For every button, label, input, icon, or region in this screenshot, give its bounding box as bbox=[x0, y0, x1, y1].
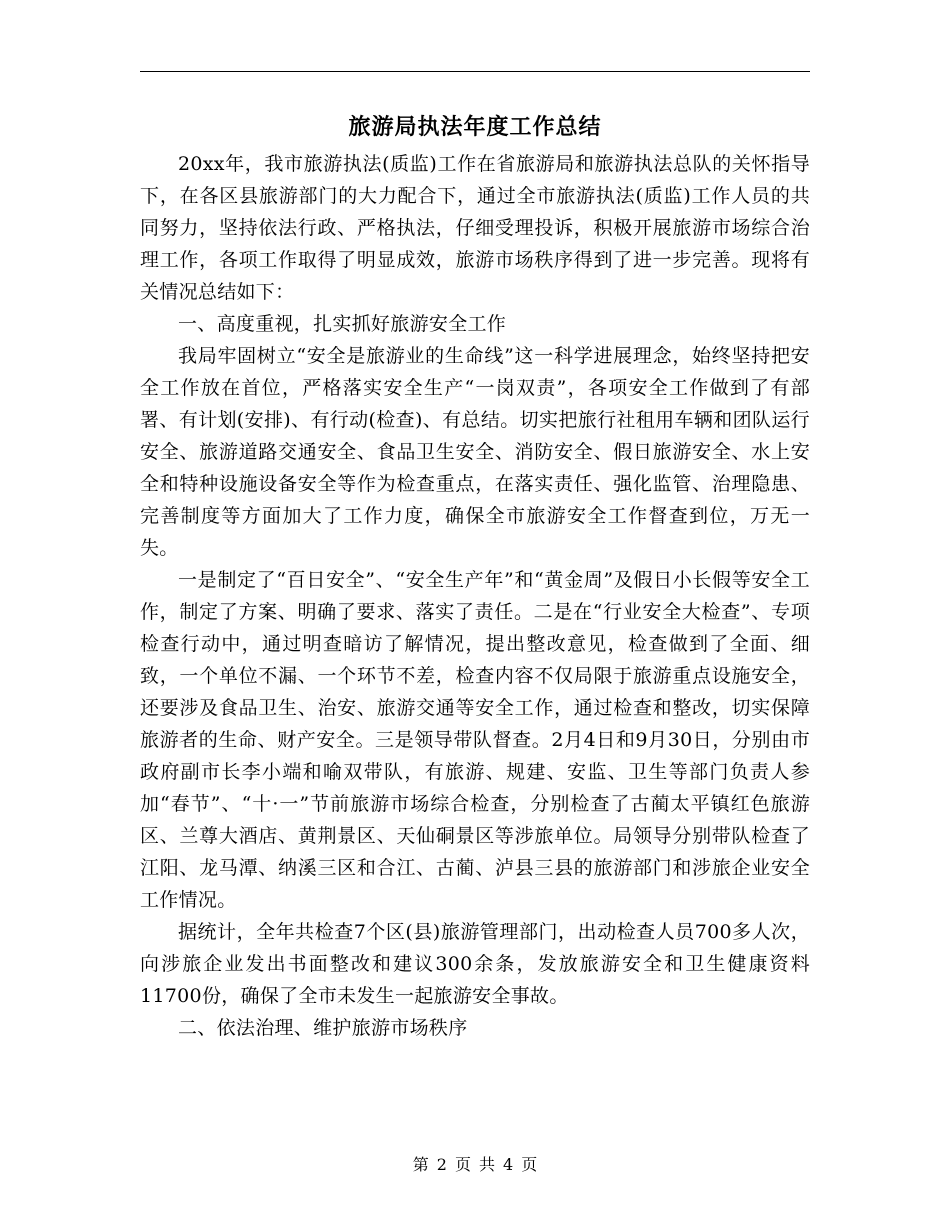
footer-current-page: 2 bbox=[436, 1155, 447, 1174]
footer-total-word: 共 bbox=[479, 1155, 496, 1174]
footer-total-pages: 4 bbox=[503, 1155, 514, 1174]
footer-page-word: 页 bbox=[454, 1155, 471, 1174]
paragraph-safety-philosophy: 我局牢固树立“安全是旅游业的生命线”这一科学进展理念，始终坚持把安全工作放在首位，严格落实安全生产“一岗双责”，各项安全工作做到了有部署、有计划(安排)、有行动(检查)、有总结。切实把旅行社租用车辆和团队运行安全、旅游道路交通安全、食品卫生安全、消防安全、假日旅游安全、水上安全和特种设施设备安全等作为检查重点，在落实责任、强化监管、治理隐患、完善制度等方面加大了工作力度，确保全市旅游安全工作督查到位，万无一失。 bbox=[140, 345, 810, 559]
document-body bbox=[140, 148, 810, 1044]
paragraph-statistics: 据统计，全年共检查7个区(县)旅游管理部门，出动检查人员700多人次，向涉旅企业发出书面整改和建议300余条，发放旅游安全和卫生健康资料11700份，确保了全市未发生一起旅游安全事故。 bbox=[140, 921, 810, 1007]
paragraph-intro: 20xx年，我市旅游执法(质监)工作在省旅游局和旅游执法总队的关怀指导下，在各区县旅游部门的大力配合下，通过全市旅游执法(质监)工作人员的共同努力，坚持依法行政、严格执法，仔细受理投诉，积极开展旅游市场综合治理工作，各项工作取得了明显成效，旅游市场秩序得到了进一步完善。现将有关情况总结如下： bbox=[140, 153, 810, 303]
paragraph-safety-measures: 一是制定了“百日安全”、“安全生产年”和“黄金周”及假日小长假等安全工作，制定了方案、明确了要求、落实了责任。二是在“行业安全大检查”、专项检查行动中，通过明查暗访了解情况，提出整改意见，检查做到了全面、细致，一个单位不漏、一个环节不差，检查内容不仅局限于旅游重点设施安全，还要涉及食品卫生、治安、旅游交通等安全工作，通过检查和整改，切实保障旅游者的生命、财产安全。三是领导带队督查。2月4日和9月30日，分别由市政府副市长李小端和喻双带队，有旅游、规建、安监、卫生等部门负责人参加“春节”、“十·一”节前旅游市场综合检查，分别检查了古蔺太平镇红色旅游区、兰尊大酒店、黄荆景区、天仙硐景区等涉旅单位。局领导分别带队检查了江阳、龙马潭、纳溪三区和合江、古蔺、泸县三县的旅游部门和涉旅企业安全工作情况。 bbox=[140, 569, 810, 911]
header-rule bbox=[140, 71, 810, 72]
page-footer bbox=[140, 1153, 810, 1177]
section-heading-1: 一、高度重视，扎实抓好旅游安全工作 bbox=[178, 313, 507, 335]
footer-suffix: 页 bbox=[521, 1155, 538, 1174]
section-heading-2: 二、依法治理、维护旅游市场秩序 bbox=[178, 1017, 468, 1039]
document-title: 旅游局执法年度工作总结 bbox=[348, 114, 602, 140]
footer-prefix: 第 bbox=[412, 1155, 429, 1174]
